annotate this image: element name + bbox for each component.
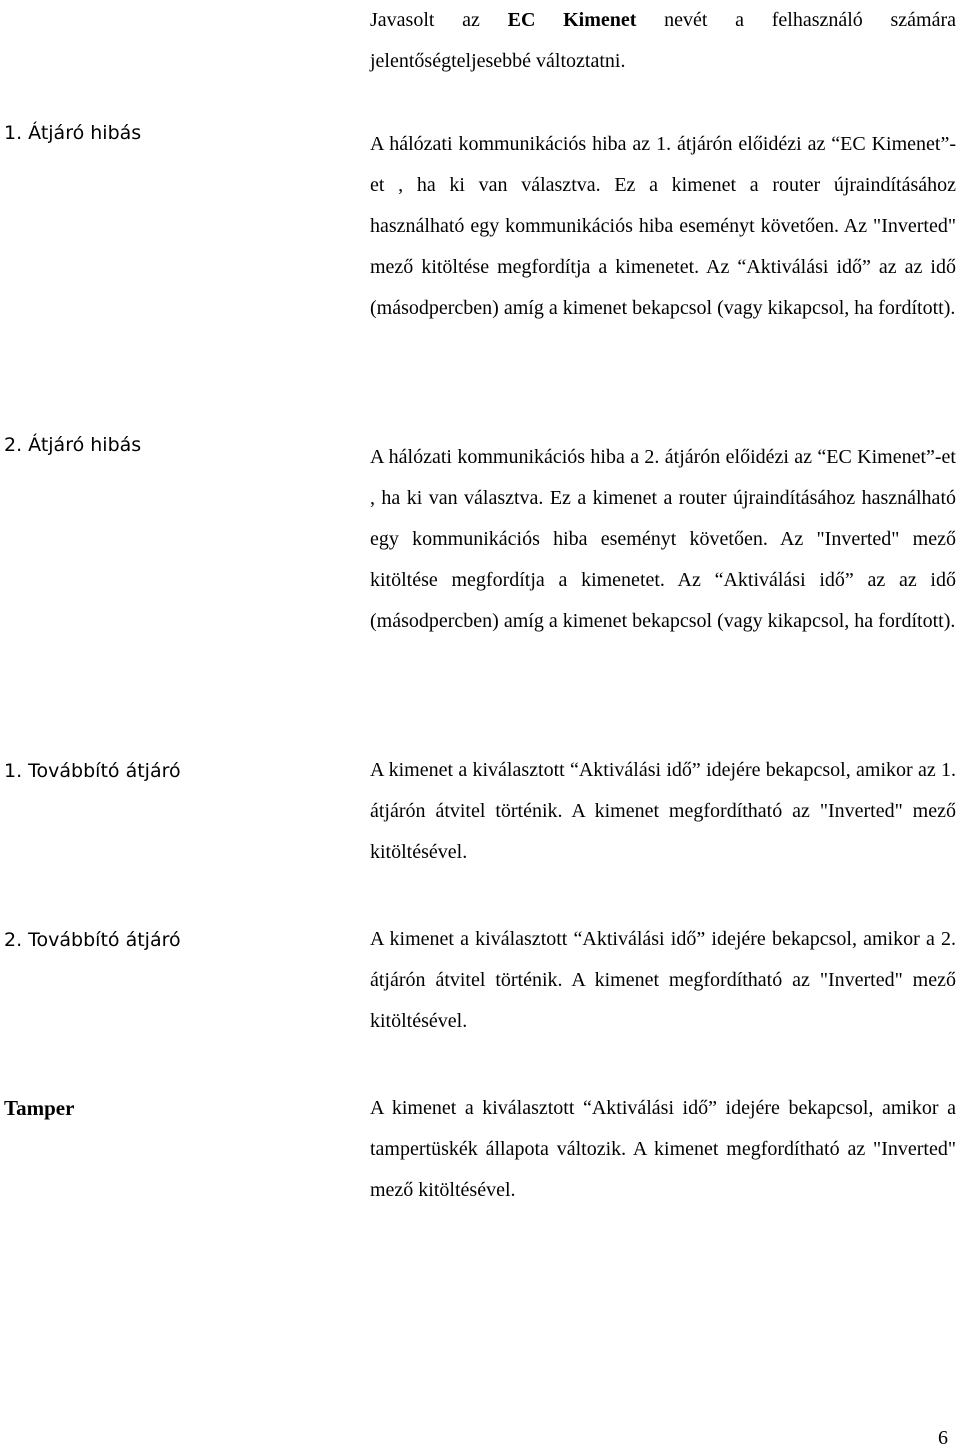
row-label-gateway-1-error: 1. Átjáró hibás — [4, 122, 142, 144]
row-description-gateway-2-error: A hálózati kommunikációs hiba a 2. átjárón előidézi az “EC Kimenet”-et , ha ki van választva. Ez a kimenet a router újraindításához használható egy kommunikációs hiba eseményt követően. Az "Inverted" mező kitöltése megfordítja a kimenetet. Az “Aktiválási idő” az az idő (másodpercben) amíg a kimenet bekapcsol (vagy kikapcsol, ha fordított). — [370, 446, 956, 632]
intro-bold-term: EC Kimenet — [507, 9, 637, 31]
intro-paragraph — [370, 0, 956, 82]
row-description-forwarding-gateway-2: A kimenet a kiválasztott “Aktiválási idő” idejére bekapcsol, amikor a 2. átjárón átvitel történik. A kimenet megfordítható az "Inverted" mező kitöltésével. — [370, 928, 956, 1032]
row-label-forwarding-gateway-1: 1. Továbbító átjáró — [4, 760, 181, 782]
row-description-forwarding-gateway-1: A kimenet a kiválasztott “Aktiválási idő” idejére bekapcsol, amikor az 1. átjárón átvitel történik. A kimenet megfordítható az "Inverted" mező kitöltésével. — [370, 759, 956, 863]
page-number: 6 — [938, 1427, 948, 1449]
intro-suffix: nevét a felhasználó számára jelentőségteljesebbé változtatni. — [370, 9, 957, 72]
row-description-tamper: A kimenet a kiválasztott “Aktiválási idő” idejére bekapcsol, amikor a tampertüskék állapota változik. A kimenet megfordítható az "Inverted" mező kitöltésével. — [370, 1097, 956, 1201]
row-label-forwarding-gateway-2: 2. Továbbító átjáró — [4, 929, 181, 951]
intro-prefix: Javasolt az — [370, 9, 508, 31]
row-label-gateway-2-error: 2. Átjáró hibás — [4, 434, 142, 456]
row-description-gateway-1-error: A hálózati kommunikációs hiba az 1. átjárón előidézi az “EC Kimenet”-et , ha ki van választva. Ez a kimenet a router újraindításához használható egy kommunikációs hiba eseményt követően. Az "Inverted" mező kitöltése megfordítja a kimenetet. Az “Aktiválási idő” az az idő (másodpercben) amíg a kimenet bekapcsol (vagy kikapcsol, ha fordított). — [370, 133, 956, 319]
row-label-tamper: Tamper — [4, 1096, 75, 1120]
